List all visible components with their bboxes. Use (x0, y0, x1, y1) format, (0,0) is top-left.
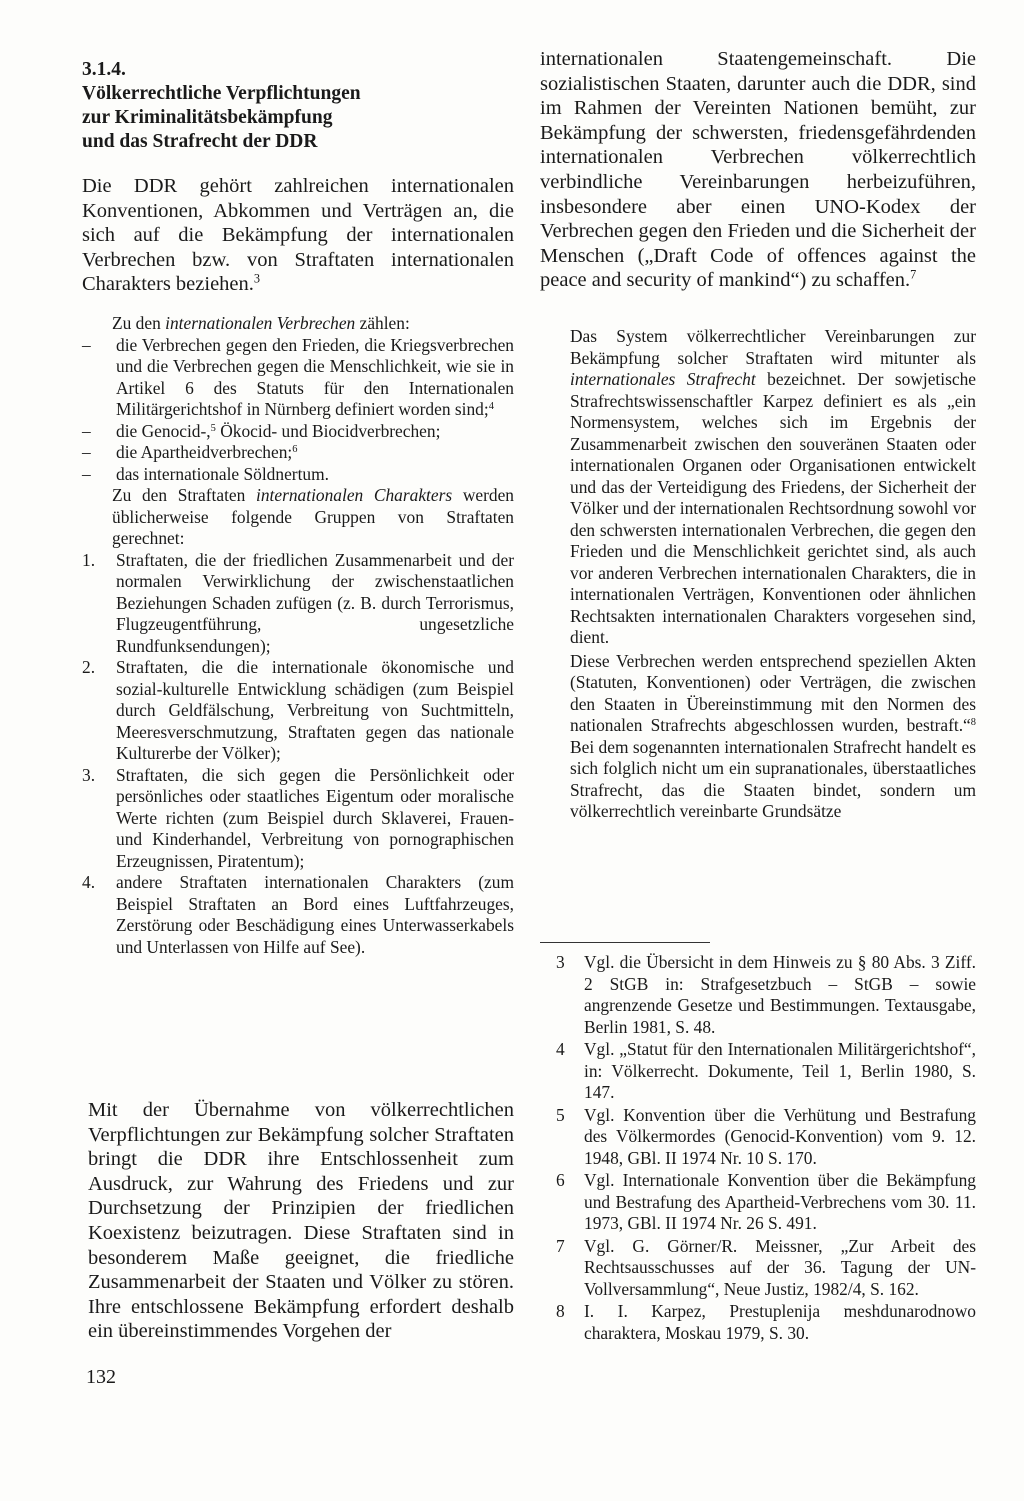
closing-paragraph: Mit der Übernahme von völkerrechtlichen Verpflichtungen zur Bekämpfung solcher Straftaten bringt die DDR ihre Entschlossenheit zum Ausdruck, zur Wahrung des Friedens und zur Durchsetzung der Prinzipien der friedlichen Koexistenz beizutragen. Diese Straftaten sind in besonderem Maße geeignet, die friedliche Zusammenarbeit der Staaten und Völker zu stören. Ihre entschlossene Bekämpfung erfordert deshalb ein übereinstimmendes Vorgehen der (88, 1099, 514, 1343)
footnote: 5 Vgl. Konvention über die Verhütung und Bestrafung des Völkermordes (Genocid-Konvention) vom 9. 12. 1948, GBl. II 1974 Nr. 10 S. 170. (556, 1104, 976, 1168)
section-title-line: Völkerrechtliche Verpflichtungen (82, 83, 361, 104)
footnote: 7 Vgl. G. Görner/R. Meissner, „Zur Arbeit des Rechtsausschusses auf der 36. Tagung der UN-Vollversammlung“, Neue Justiz, 1982/4, S. 162. (556, 1235, 976, 1299)
intl-crimes-intro: Zu den internationalen Verbrechen zählen: (112, 313, 410, 333)
list-item: 3. Straftaten, die sich gegen die Persönlichkeit oder persönliches oder staatliches Eigentum oder moralische Werte richten (zum Beispiel durch Sklaverei, Frauen- und Kinderhandel, Verbreitung von pornographischen Erzeugnissen, Piratentum); (82, 764, 514, 871)
list-item: – die Verbrechen gegen den Frieden, die Kriegsverbrechen und die Verbrechen gegen die Menschlichkeit, wie sie in Artikel 6 des Statuts für den Internationalen Militärgerichtshof in Nürnberg definiert worden sind;$^4$ (82, 334, 514, 419)
section-title-line: und das Strafrecht der DDR (82, 131, 318, 152)
quote-paragraph: Diese Verbrechen werden entsprechend speziellen Akten (Statuten, Konventionen) oder Verträgen, die zwischen den Staaten in Übereinstimmung mit den Normen des nationalen Strafrechts abgeschlossen wurden, bestraft.“$^8$ Bei dem sogenannten internationalen Strafrecht handelt es sich folglich nicht um ein supranationales, überstaatliches Strafrecht, das die Staaten bindet, sondern um völkerrechtlich vereinbarte Grundsätze (570, 650, 976, 821)
footnote: 3 Vgl. die Übersicht in dem Hinweis zu § 80 Abs. 3 Ziff. 2 StGB in: Strafgesetzbuch – StGB – sowie angrenzende Gesetze und Bestimmungen. Textausgabe, Berlin 1981, S. 48. (556, 952, 976, 1037)
groups-intro: Zu den Straftaten internationalen Charakters werden üblicherweise folgende Gruppen von Straftaten gerechnet: (112, 485, 514, 548)
quote-block (570, 326, 976, 823)
continuation-paragraph: internationalen Staatengemeinschaft. Die sozialistischen Staaten, darunter auch die DDR, sind im Rahmen der Vereinten Nationen bemüht, zur Bekämpfung der schwersten, friedensgefährdenden internationalen Verbrechen völkerrechtlich verbindliche Vereinbarungen herbeizuführen, insbesondere aber einen UNO-Kodex der Verbrechen gegen den Frieden und die Sicherheit der Menschen („Draft Code of offences against the peace and security of mankind“) zu schaffen.$^7$ (540, 48, 976, 292)
footnote: 8 I. I. Karpez, Prestuplenija meshdunarodnowo charaktera, Moskau 1979, S. 30. (556, 1301, 976, 1343)
numbered-list (82, 550, 514, 959)
intro-paragraph: Die DDR gehört zahlreichen internationalen Konventionen, Abkommen und Verträgen an, die sich auf die Bekämpfung der internationalen Verbrechen bzw. von Straftaten internationalen Charakters beziehen.$^3$ (82, 175, 514, 296)
list-item: – die Apartheidverbrechen;$^6$ (82, 442, 298, 462)
section-title-line: zur Kriminalitätsbekämpfung (82, 107, 333, 128)
intl-crimes-block (82, 313, 514, 958)
footnote: 6 Vgl. Internationale Konvention über die Bekämpfung und Bestrafung des Apartheid-Verbrechens vom 30. 11. 1973, GBl. II 1974 Nr. 26 S. 491. (556, 1170, 976, 1233)
list-item: 2. Straftaten, die die internationale ökonomische und sozial-kulturelle Entwicklung schädigen (zum Beispiel durch Geldfälschung, Verbreitung von Suchtmitteln, Meeresverschmutzung, Straftaten gegen das nationale Kulturerbe der Völker); (82, 657, 514, 763)
footnote: 4 Vgl. „Statut für den Internationalen Militärgerichtshof“, in: Völkerrecht. Dokumente, Teil 1, Berlin 1980, S. 147. (556, 1039, 976, 1102)
dash-list (82, 335, 514, 486)
footnotes (556, 952, 976, 1345)
list-item: 1. Straftaten, die der friedlichen Zusammenarbeit und der normalen Verwirklichung der zwischenstaatlichen Beziehungen Schaden zufügen (z. B. durch Terrorismus, Flugzeugentführung, ungesetzliche Rundfunksendungen); (82, 549, 514, 656)
section-number: 3.1.4. (82, 59, 126, 80)
page-number: 132 (86, 1366, 116, 1388)
list-item: – die Genocid-,$^5$ Ökocid- und Biocidverbrechen; (82, 420, 441, 441)
section-heading (82, 58, 361, 154)
footnote-divider (540, 942, 710, 943)
list-item: – das internationale Söldnertum. (82, 463, 329, 484)
quote-paragraph: Das System völkerrechtlicher Vereinbarungen zur Bekämpfung solcher Straftaten wird mitunter als internationales Strafrecht bezeichnet. Der sowjetische Strafrechtswissenschaftler Karpez definiert es als „ein Normensystem, welches sich im Ergebnis der Zusammenarbeit zwischen den souveränen Staaten oder internationalen Organen oder Organisationen entwickelt und das der Verteidigung des Friedens, der Sicherheit der Völker und der internationalen Rechtsordnung sowohl vor den schwersten internationalen Verbrechen, die gegen den Frieden und die Menschlichkeit gerichtet sind, als auch vor anderen Verbrechen internationalen Charakters, die in internationalen Verträgen, Konventionen oder ähnlichen Rechtsakten internationalen Charakters vorgesehen sind, dient. (570, 326, 976, 647)
list-item: 4. andere Straftaten internationalen Charakters (zum Beispiel Straftaten an Bord eines Luftfahrzeuges, Zerstörung oder Beschädigung eines Unterwasserkabels und Unterlassen von Hilfe auf See). (82, 872, 514, 957)
